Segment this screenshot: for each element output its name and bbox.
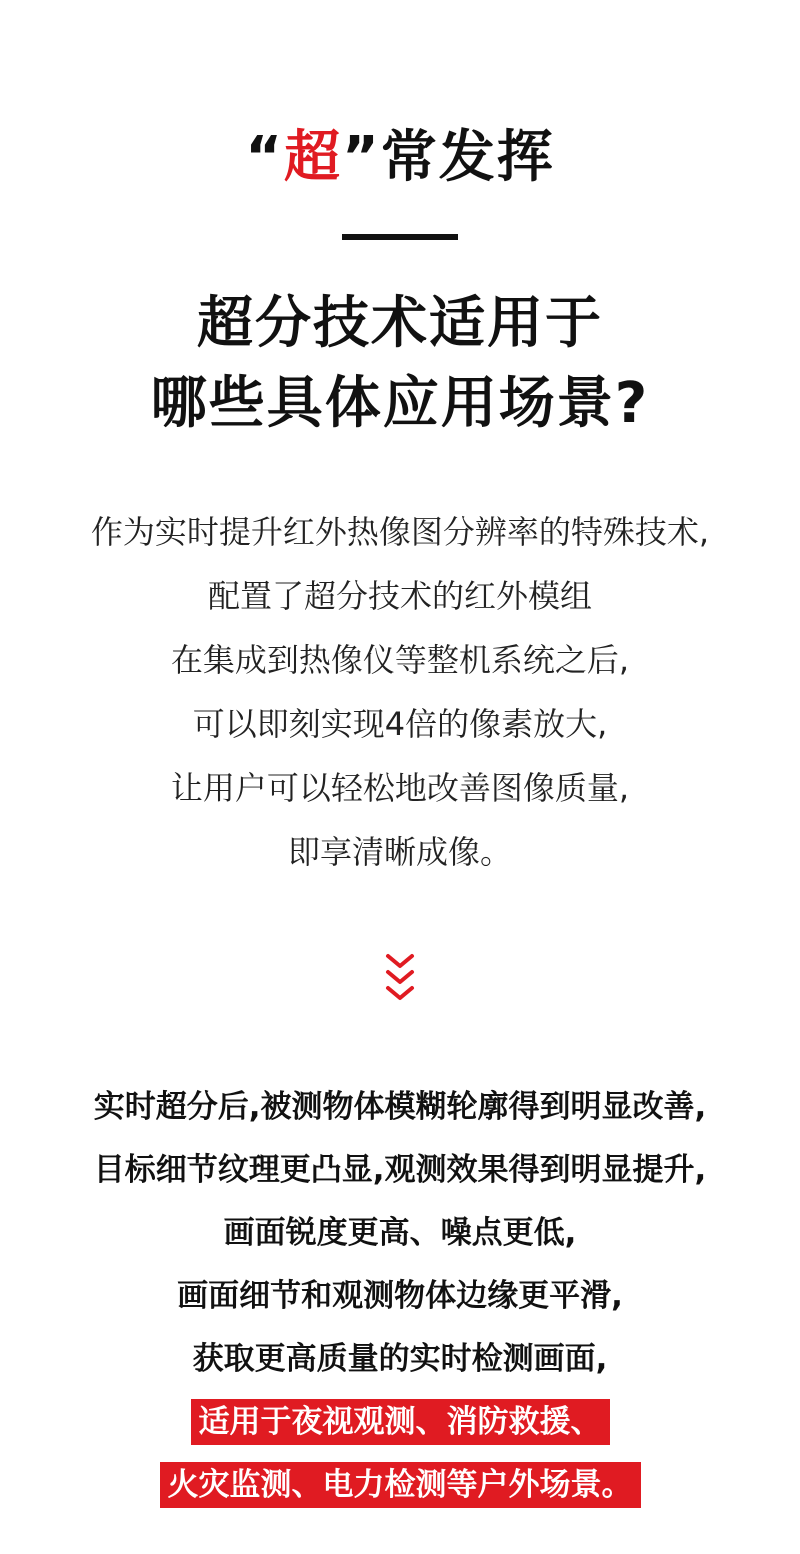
headline-divider xyxy=(342,234,458,240)
headline-rest: ”常发挥 xyxy=(342,125,555,190)
summary-line: 实时超分后,被测物体模糊轮廓得到明显改善, xyxy=(93,1089,707,1125)
intro-line: 在集成到热像仪等整机系统之后, xyxy=(170,641,630,679)
question-line: 超分技术适用于 xyxy=(197,291,603,356)
summary-paragraph xyxy=(0,1076,800,1517)
summary-highlight-line: 适用于夜视观测、消防救援、 xyxy=(191,1399,610,1445)
intro-line: 作为实时提升红外热像图分辨率的特殊技术, xyxy=(90,513,710,551)
summary-line: 目标细节纹理更凸显,观测效果得到明显提升, xyxy=(93,1152,707,1188)
summary-line: 画面锐度更高、噪点更低, xyxy=(223,1215,577,1251)
intro-line: 可以即刻实现4倍的像素放大, xyxy=(192,705,608,743)
question-line: 哪些具体应用场景? xyxy=(150,371,650,436)
triple-chevron-down-icon xyxy=(384,950,416,1006)
summary-highlight-row xyxy=(0,1454,800,1517)
summary-highlight-row xyxy=(0,1391,800,1454)
intro-line: 即享清晰成像。 xyxy=(287,833,512,871)
intro-line: 让用户可以轻松地改善图像质量, xyxy=(170,769,630,807)
question-title xyxy=(0,284,800,444)
headline-accent-char: 超 xyxy=(284,125,342,190)
summary-highlight-line: 火灾监测、电力检测等户外场景。 xyxy=(160,1462,641,1508)
intro-paragraph xyxy=(0,500,800,884)
intro-line: 配置了超分技术的红外模组 xyxy=(207,577,592,615)
headline-open-quote: “ xyxy=(245,125,284,190)
summary-line: 获取更高质量的实时检测画面, xyxy=(192,1341,608,1377)
section-headline xyxy=(0,118,800,198)
summary-line: 画面细节和观测物体边缘更平滑, xyxy=(177,1278,623,1314)
